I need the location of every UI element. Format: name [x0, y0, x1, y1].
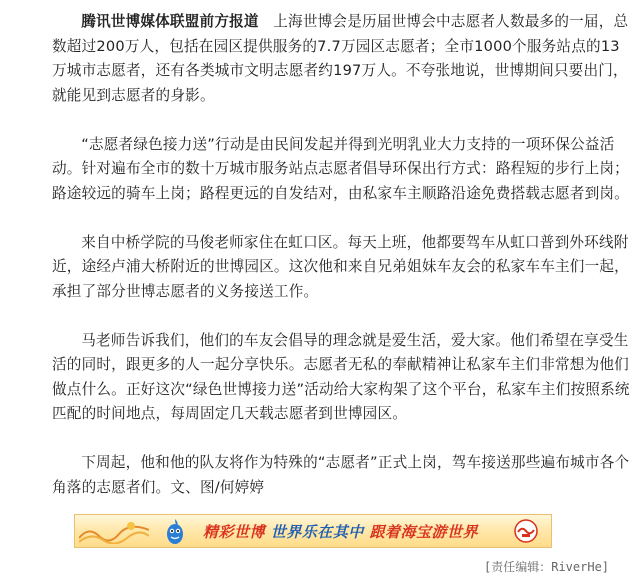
- paragraph-4: 马老师告诉我们，他们的车友会倡导的理念就是爱生活，爱大家。他们希望在享受生活的同时，跟更多的人一起分享快乐。志愿者无私的奉献精神让私家车主们非常想为他们做点什么。正好这次“绿色世博接力送”活动给大家构架了这个平台，私家车主们按照系统匹配的时间地点，每周固定几天载志愿者到世博园区。: [52, 331, 630, 422]
- expo-ad-banner[interactable]: [74, 514, 552, 548]
- paragraph-2: “志愿者绿色接力送”行动是由民间发起并得到光明乳业大力支持的一项环保公益活动。针对遍布全市的数十万城市服务站点志愿者倡导环保出行方式：路程短的步行上岗；路途较远的骑车上岗；路程更远的自发结对，由私家车主顺路沿途免费搭载志愿者到岗。: [52, 135, 629, 202]
- slogan-part-1: 精彩世博: [203, 523, 266, 541]
- slogan-part-2: 世界乐在其中: [270, 523, 364, 541]
- responsible-editor: [责任编辑：RiverHe]: [484, 560, 610, 574]
- decorative-waves-icon: [79, 518, 149, 544]
- lead-source: 腾讯世博媒体联盟前方报道: [81, 13, 259, 30]
- paragraph-1-text: 上海世博会是历届世博会中志愿者人数最多的一届，总数超过200万人，包括在园区提供服务的7.7万园区志愿者；全市1000个服务站点的13万城市志愿者，还有各类城市文明志愿者约197万人。不夸张地说，世博期间只要出门，就能见到志愿者的身影。: [52, 13, 629, 104]
- haibao-mascot-icon: [161, 517, 189, 545]
- slogan-part-3: 跟着海宝游世界: [369, 523, 479, 541]
- paragraph-3: 来自中桥学院的马俊老师家住在虹口区。每天上班，他都要驾车从虹口普到外环线附近，途经卢浦大桥附近的世博园区。这次他和来自兄弟姐妹车友会的私家车车主们一起，承担了部分世博志愿者的义务接送工作。: [52, 233, 629, 300]
- banner-slogan: [203, 521, 478, 542]
- article-body: [52, 10, 630, 500]
- paragraph-5: 下周起，他和他的队友将作为特殊的“志愿者”正式上岗，驾车接送那些遍布城市各个角落的志愿者们。文、图/何婷婷: [52, 454, 630, 496]
- coca-cola-badge-icon: [507, 518, 545, 544]
- paragraph-1: [52, 10, 630, 108]
